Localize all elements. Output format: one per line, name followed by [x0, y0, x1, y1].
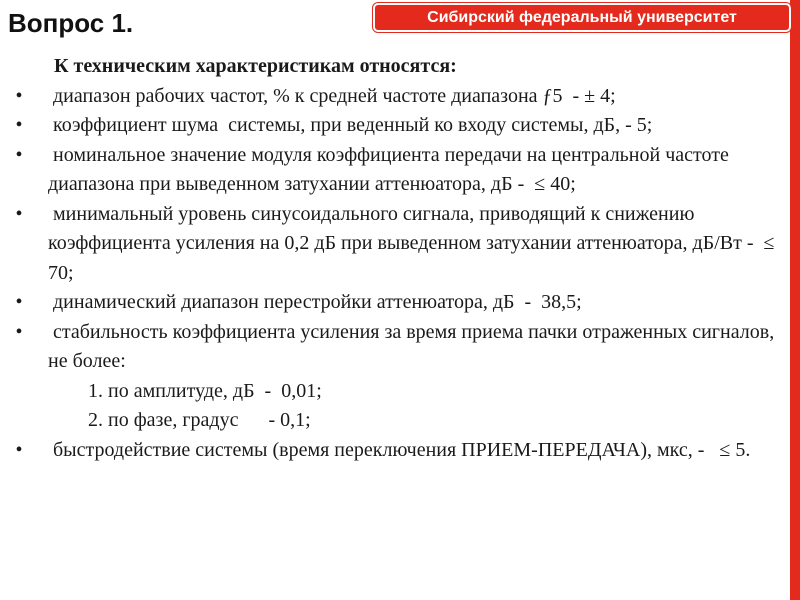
list-item [12, 200, 782, 289]
bullet-marker: • [15, 320, 23, 343]
bullet-marker: • [15, 291, 23, 313]
right-accent-bar [790, 0, 800, 600]
list-item-text: динамический диапазон перестройки аттенюатора, дБ - 38,5; [48, 291, 582, 313]
list-item-text: номинальное значение модуля коэффициента передачи на центральной частоте диапазона при выведенном затухании аттенюатора, дБ - ≤ 40; [48, 143, 734, 195]
list-item [12, 288, 782, 318]
sub-list-item: 2. по фазе, градус - 0,1; [88, 409, 311, 431]
bullet-marker: • [15, 202, 23, 225]
bullet-marker: • [15, 84, 23, 107]
content-heading: К техническим характеристикам относятся: [54, 55, 457, 77]
list-item-text: коэффициент шума системы, при веденный ко входу системы, дБ, - 5; [48, 114, 653, 136]
list-item-text: стабильность коэффициента усиления за время приема пачки отраженных сигналов, не более: [48, 320, 780, 372]
list-item-text: минимальный уровень синусоидального сигнала, приводящий к снижению коэффициента усиления на 0,2 дБ при выведенном затухании аттенюатора, дБ/Вт - ≤ 70; [48, 202, 780, 284]
list-item [12, 111, 782, 141]
list-item [12, 318, 782, 377]
sub-list-item: 1. по амплитуде, дБ - 0,01; [88, 379, 322, 402]
university-badge: Сибирский федеральный университет [373, 3, 791, 32]
slide-content [12, 52, 782, 465]
slide-title: Вопрос 1. [8, 8, 134, 38]
list-item [12, 436, 782, 466]
bullet-marker: • [15, 114, 23, 136]
list-item-text: диапазон рабочих частот, % к средней частоте диапазона ƒ5 - ± 4; [48, 84, 616, 107]
list-item [12, 141, 782, 200]
bullet-marker: • [15, 143, 23, 166]
list-item [12, 82, 782, 112]
bullet-marker: • [15, 438, 23, 461]
list-item-text: быстродействие системы (время переключения ПРИЕМ-ПЕРЕДАЧА), мкс, - ≤ 5. [48, 438, 751, 461]
